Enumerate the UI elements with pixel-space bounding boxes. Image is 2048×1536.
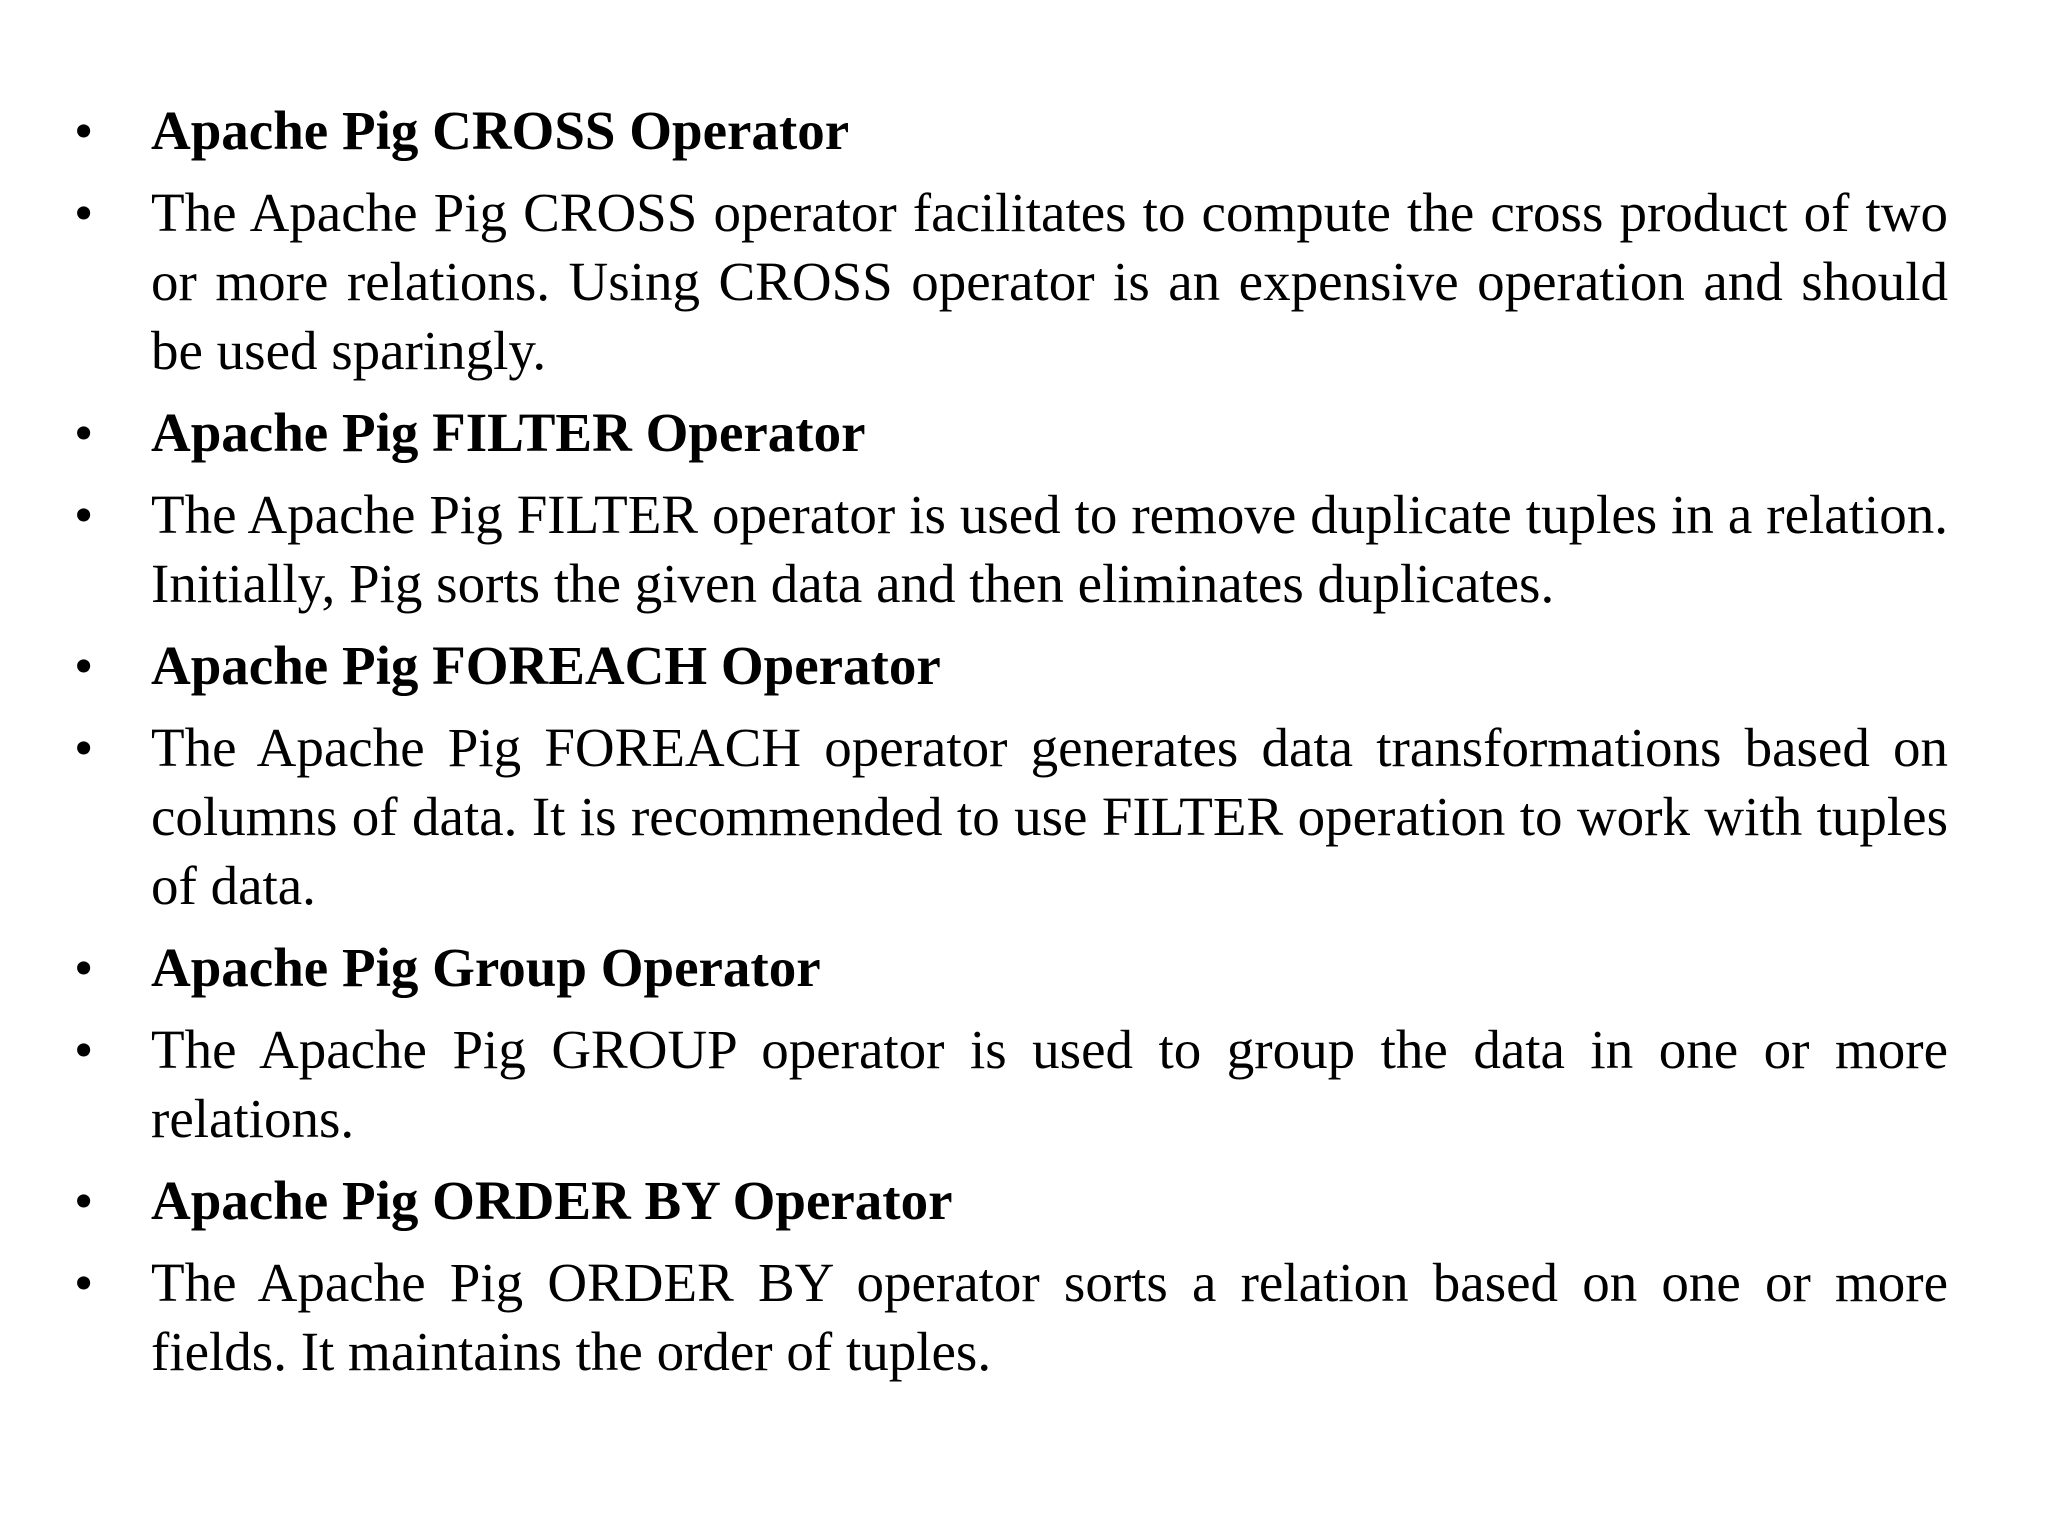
bullet-icon: •	[74, 182, 94, 243]
bullet-text: The Apache Pig FILTER operator is used to remove duplicate tuples in a relation. Initially, Pig sorts the given data and then eliminates duplicates.	[151, 484, 1948, 614]
bullet-icon: •	[74, 100, 94, 161]
bullet-icon: •	[74, 717, 94, 778]
bullet-icon: •	[74, 937, 94, 998]
operator-heading-cross	[74, 96, 1948, 165]
bullet-icon: •	[74, 1019, 94, 1080]
operator-heading-order-by	[74, 1166, 1948, 1235]
operator-heading-filter	[74, 398, 1948, 467]
bullet-text: Apache Pig Group Operator	[151, 937, 821, 998]
bullet-text: The Apache Pig CROSS operator facilitates to compute the cross product of two or more relations. Using CROSS operator is an expensive operation and should be used sparingly.	[151, 182, 1948, 381]
operator-description-filter	[74, 480, 1948, 618]
bullet-text: Apache Pig FOREACH Operator	[151, 635, 941, 696]
operator-heading-foreach	[74, 631, 1948, 700]
bullet-text: The Apache Pig FOREACH operator generates data transformations based on columns of data. It is recommended to use FILTER operation to work with tuples of data.	[151, 717, 1948, 916]
operator-heading-group	[74, 933, 1948, 1002]
bullet-text: Apache Pig ORDER BY Operator	[151, 1170, 953, 1231]
operator-description-cross	[74, 178, 1948, 385]
bullet-list	[74, 96, 1948, 1399]
bullet-icon: •	[74, 402, 94, 463]
bullet-text: Apache Pig FILTER Operator	[151, 402, 866, 463]
bullet-icon: •	[74, 1252, 94, 1313]
bullet-icon: •	[74, 635, 94, 696]
bullet-text: Apache Pig CROSS Operator	[151, 100, 850, 161]
bullet-text: The Apache Pig GROUP operator is used to group the data in one or more relations.	[151, 1019, 1948, 1149]
operator-description-foreach	[74, 713, 1948, 920]
operator-description-group	[74, 1015, 1948, 1153]
bullet-text: The Apache Pig ORDER BY operator sorts a relation based on one or more fields. It maintains the order of tuples.	[151, 1252, 1948, 1382]
bullet-icon: •	[74, 1170, 94, 1231]
operator-description-order-by	[74, 1248, 1948, 1386]
bullet-icon: •	[74, 484, 94, 545]
